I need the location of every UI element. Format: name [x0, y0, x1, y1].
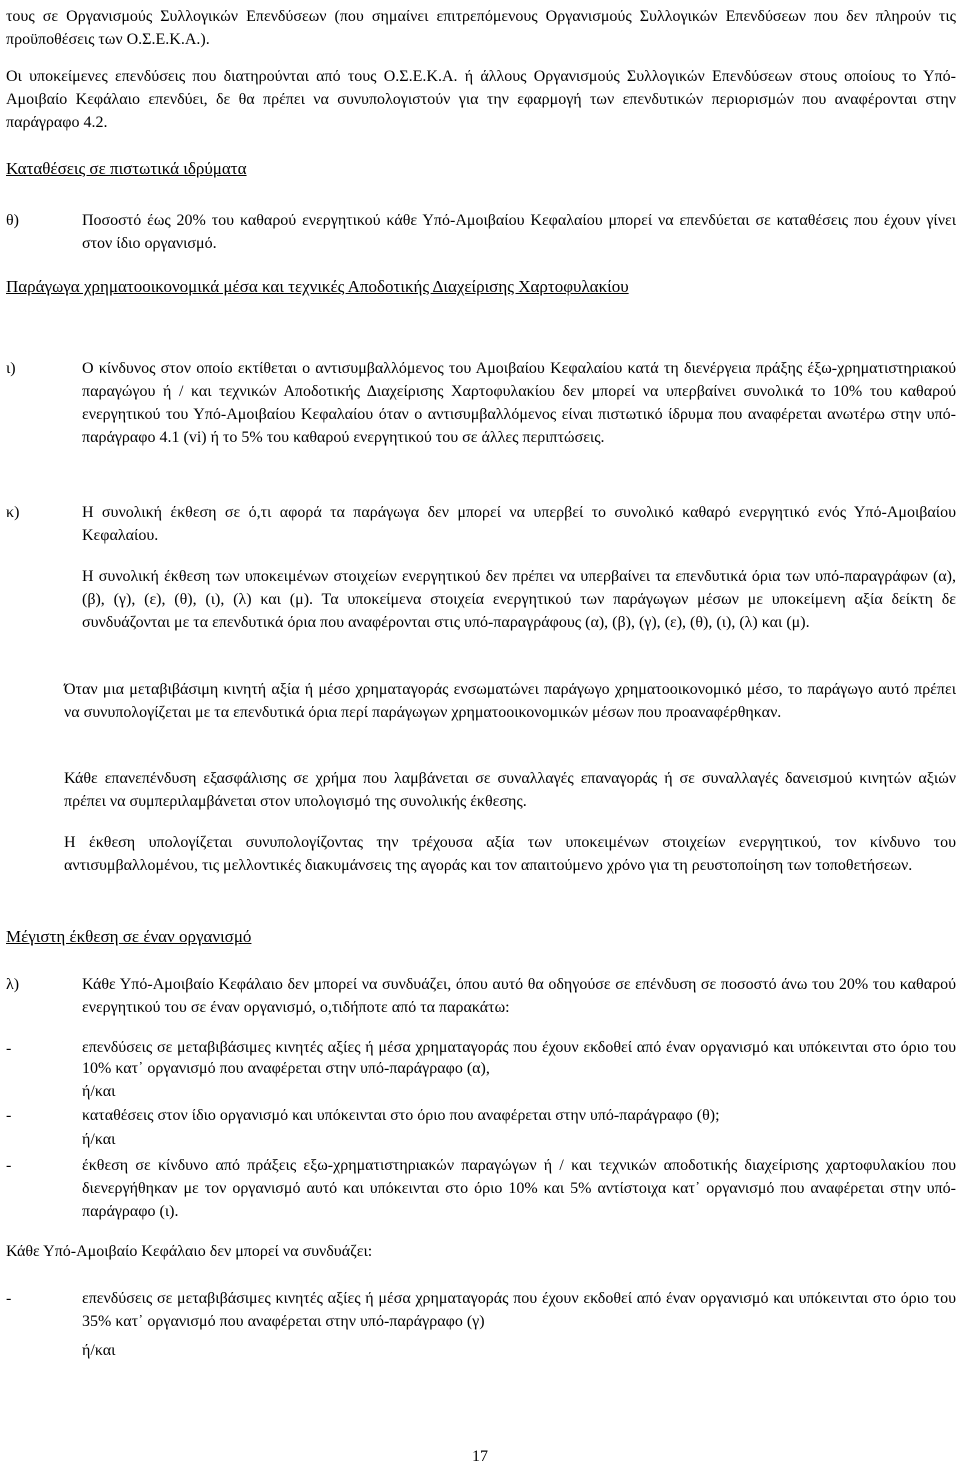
andor-1: ή/και — [82, 1083, 116, 1100]
underlying-investments-paragraph: Οι υποκείμενες επενδύσεις που διατηρούνται από τους Ο.Σ.Ε.Κ.Α. ή άλλους Οργανισμούς Συλλογικών Επενδύσεων στους οποίους το Υπό-Αμοιβαίο Κεφάλαιο επενδύει, δε θα πρέπει να συνυπολογιστούν για την εφαρμογή των επενδυτικών περιορισμών που αναφέρονται στην παράγραφο 4.2. — [6, 68, 956, 131]
andor-2: ή/και — [82, 1131, 116, 1148]
item-theta-text: Ποσοστό έως 20% του καθαρού ενεργητικού κάθε Υπό-Αμοιβαίου Κεφαλαίου μπορεί να επενδύεται σε καταθέσεις που έχουν γίνει στον ίδιο οργανισμό. — [82, 212, 956, 252]
item-lambda-text: Κάθε Υπό-Αμοιβαίο Κεφάλαιο δεν μπορεί να συνδυάζει, όπου αυτό θα οδηγούσε σε επένδυση σε ποσοστό άνω του 20% του καθαρού ενεργητικού του σε έναν οργανισμό, ο,τιδήποτε από τα παρακάτω: — [82, 976, 956, 1016]
embedded-derivative-paragraph: Όταν μια μεταβιβάσιμη κινητή αξία ή μέσο χρηματαγοράς ενσωματώνει παράγωγο χρηματοοικονομικό μέσο, το παράγωγο αυτό πρέπει να συνυπολογίζεται με τα επενδυτικά όρια περί παράγωγων χρηματοοικονομικών μέσων που προαναφέρθηκαν. — [64, 681, 956, 721]
bullet-2-text: καταθέσεις στον ίδιο οργανισμό και υπόκεινται στο όριο που αναφέρεται στην υπό-παράγραφο (θ); — [82, 1107, 720, 1124]
andor-3: ή/και — [82, 1342, 116, 1359]
page-number: 17 — [472, 1448, 488, 1465]
exposure-calculation-paragraph: Η έκθεση υπολογίζεται συνυπολογίζοντας την τρέχουσα αξία των υποκειμένων στοιχείων ενεργητικού, τον κίνδυνο του αντισυμβαλλομένου, τις μελλοντικές διακυμάνσεις της αγοράς και τον απαιτούμενο χρόνο για τη ρευστοποίηση των τοποθετήσεων. — [64, 834, 956, 874]
bullet-1-text: επενδύσεις σε μεταβιβάσιμες κινητές αξίες ή μέσα χρηματαγοράς που έχουν εκδοθεί από έναν οργανισμό και υπόκεινται στο όριο του 10% κατ᾽ οργανισμό που αναφέρεται στην υπό-παράγραφο (α), — [82, 1039, 956, 1077]
derivatives-heading: Παράγωγα χρηματοοικονομικά μέσα και τεχνικές Αποδοτικής Διαχείρισης Χαρτοφυλακίου — [6, 277, 629, 296]
reinvestment-paragraph: Κάθε επανεπένδυση εξασφάλισης σε χρήμα που λαμβάνεται σε συναλλαγές επαναγοράς ή σε συναλλαγές δανεισμού κινητών αξιών πρέπει να συμπεριλαμβάνεται στον υπολογισμό της συνολικής έκθεσης. — [64, 770, 956, 810]
bullet-dash: - — [6, 1040, 12, 1057]
total-exposure-paragraph: Η συνολική έκθεση των υποκειμένων στοιχείων ενεργητικού δεν πρέπει να υπερβαίνει τα επενδυτικά όρια των υπό-παραγράφων (α), (β), (γ), (ε), (θ), (ι), (λ) και (μ). Τα υποκείμενα στοιχεία ενεργητικού των παράγωγων μέσων με υποκείμενη αξία δείκτη δε συνδυάζονται με τα επενδυτικά όρια που αναφέρονται στις υπό-παραγράφους (α), (β), (γ), (ε), (θ), (ι), (λ) και (μ). — [82, 568, 956, 631]
cannot-combine-line: Κάθε Υπό-Αμοιβαίο Κεφάλαιο δεν μπορεί να συνδυάζει: — [6, 1243, 373, 1260]
deposits-heading: Καταθέσεις σε πιστωτικά ιδρύματα — [6, 159, 247, 178]
bullet-dash: - — [6, 1157, 12, 1174]
item-lambda-label: λ) — [6, 976, 20, 993]
carryover-paragraph: τους σε Οργανισμούς Συλλογικών Επενδύσεων (που σημαίνει επιτρεπόμενους Οργανισμούς Συλλογικών Επενδύσεων που δεν πληρούν τις προϋποθέσεις των Ο.Σ.Ε.Κ.Α.). — [6, 8, 956, 48]
max-exposure-heading: Μέγιστη έκθεση σε έναν οργανισμό — [6, 927, 252, 946]
item-kappa-label: κ) — [6, 504, 20, 521]
bullet-dash: - — [6, 1107, 12, 1124]
bullet-dash: - — [6, 1290, 12, 1307]
item-iota-text: Ο κίνδυνος στον οποίο εκτίθεται ο αντισυμβαλλόμενος του Αμοιβαίου Κεφαλαίου κατά τη διενέργεια πράξης έξω-χρηματιστηριακού παραγώγου ή / και τεχνικών Αποδοτικής Διαχείρισης Χαρτοφυλακίου δεν μπορεί να υπερβαίνει συνολικά το 10% του καθαρού ενεργητικού του Υπό-Αμοιβαίου Κεφαλαίου όταν ο αντισυμβαλλόμενος είναι πιστωτικό ίδρυμα που αναφέρεται ανωτέρω στην υπό-παράγραφο 4.1 (vi) ή το 5% του καθαρού ενεργητικού του σε άλλες περιπτώσεις. — [82, 360, 956, 446]
item-kappa-text: Η συνολική έκθεση σε ό,τι αφορά τα παράγωγα δεν μπορεί να υπερβεί το συνολικό καθαρό ενεργητικό ενός Υπό-Αμοιβαίου Κεφαλαίου. — [82, 504, 956, 544]
item-iota-label: ι) — [6, 360, 16, 377]
bullet-4-text: επενδύσεις σε μεταβιβάσιμες κινητές αξίες ή μέσα χρηματαγοράς που έχουν εκδοθεί από έναν οργανισμό και υπόκεινται στο όριο του 35% κατ᾽ οργανισμό που αναφέρεται στην υπό-παράγραφο (γ) — [82, 1290, 956, 1330]
item-theta-label: θ) — [6, 212, 19, 229]
bullet-3-text: έκθεση σε κίνδυνο από πράξεις εξω-χρηματιστηριακών παραγώγων ή / και τεχνικών αποδοτικής διαχείρισης χαρτοφυλακίου που διενεργήθηκαν με τον οργανισμό αυτό και υπόκεινται στο όριο 10% και 5% αντίστοιχα κατ᾽ οργανισμό που αναφέρεται στην υπό-παράγραφο (ι). — [82, 1157, 956, 1220]
